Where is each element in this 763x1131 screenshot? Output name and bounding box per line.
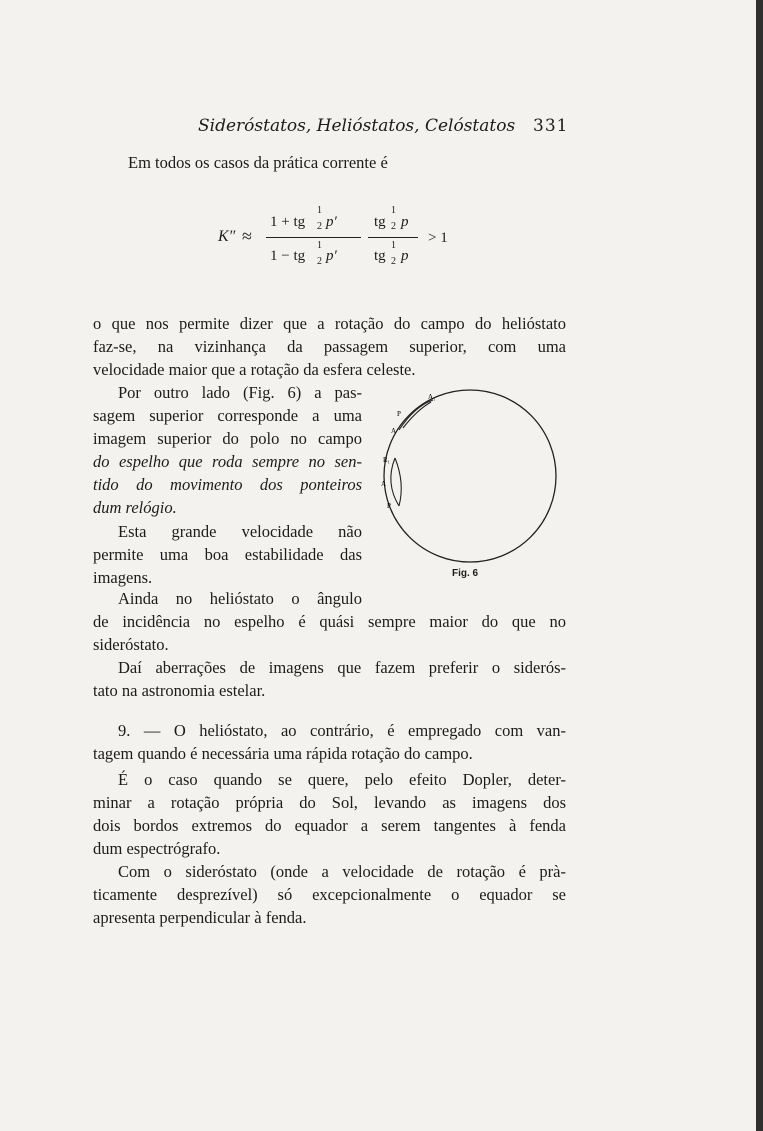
- paragraph-7-line-4: dum espectrógrafo.: [93, 839, 221, 858]
- label-p-top: P: [397, 410, 401, 418]
- figure-caption: Fig. 6: [452, 568, 479, 579]
- denominator-p-prime: p′: [326, 248, 337, 264]
- paragraph-2-line-2: sagem superior corresponde a uma: [93, 406, 362, 425]
- numerator-half-bottom: 2: [317, 221, 322, 232]
- fraction-bar-1: [266, 237, 361, 238]
- label-a-left: A: [391, 427, 397, 435]
- fraction-bar-2: [368, 237, 418, 238]
- numerator-half-top-2: 1: [391, 205, 396, 216]
- label-p-low: P: [387, 502, 391, 510]
- label-a-mid: A: [381, 480, 387, 488]
- paragraph-2-line-4: do espelho que roda sempre no sen-: [93, 452, 362, 471]
- numerator-p: p: [401, 214, 409, 230]
- paragraph-8-line-2: ticamente desprezível) só excepcionalmente o equador se: [93, 885, 566, 904]
- paragraph-4-line-2: de incidência no espelho é quási sempre maior do que no: [93, 612, 566, 631]
- running-title: Sideróstatos, Helióstatos, Celóstatos: [198, 116, 516, 136]
- paragraph-5-line-1: Daí aberrações de imagens que fazem preferir o siderós-: [118, 658, 566, 677]
- paragraph-3-line-2: permite uma boa estabilidade das: [93, 545, 362, 564]
- paragraph-4-line-1: Ainda no helióstato o ângulo: [118, 589, 362, 608]
- paragraph-7-line-3: dois bordos extremos do equador a serem tangentes à fenda: [93, 816, 566, 835]
- denominator-tg: tg: [374, 248, 386, 264]
- intro-line: Em todos os casos da prática corrente é: [128, 153, 388, 172]
- numerator-tg: tg: [374, 214, 386, 230]
- paragraph-2-line-3: imagem superior do polo no campo: [93, 429, 362, 448]
- numerator-one-tg: 1 + tg: [270, 214, 306, 230]
- paragraph-4-line-3: sideróstato.: [93, 635, 169, 654]
- denominator-half-bottom-2: 2: [391, 256, 396, 267]
- page-edge-shadow: [756, 0, 763, 1131]
- numerator-half-top: 1: [317, 205, 322, 216]
- paragraph-3-line-1: Esta grande velocidade não: [118, 522, 362, 541]
- formula-gt-one: > 1: [428, 230, 448, 246]
- paragraph-2-line-5: tido do movimento dos ponteiros: [93, 475, 362, 494]
- figure-6-diagram: [375, 388, 575, 588]
- paragraph-1-line-2: faz-se, na vizinhança da passagem superior, com uma: [93, 337, 566, 356]
- formula-lhs: K″: [218, 228, 236, 245]
- denominator-p: p: [401, 248, 409, 264]
- denominator-half-bottom: 2: [317, 256, 322, 267]
- paragraph-2-line-1: Por outro lado (Fig. 6) a pas-: [118, 383, 362, 402]
- formula-approx: ≈: [242, 226, 252, 246]
- paragraph-1-line-3: velocidade maior que a rotação da esfera celeste.: [93, 360, 416, 379]
- numerator-p-prime: p′: [326, 214, 337, 230]
- paragraph-2-line-6: dum relógio.: [93, 498, 177, 517]
- denominator-half-top: 1: [317, 240, 322, 251]
- paragraph-6-line-1: 9. — O helióstato, ao contrário, é empregado com van-: [118, 721, 566, 740]
- page-number: 331: [533, 116, 569, 136]
- upper-arc-inner: [403, 402, 431, 428]
- lower-arc-inner: [395, 458, 401, 506]
- numerator-half-bottom-2: 2: [391, 221, 396, 232]
- paragraph-7-line-1: É o caso quando se quere, pelo efeito Dopler, deter-: [118, 770, 566, 789]
- paragraph-5-line-2: tato na astronomia estelar.: [93, 681, 266, 700]
- paragraph-8-line-3: apresenta perpendicular à fenda.: [93, 908, 307, 927]
- formula: [218, 200, 458, 280]
- label-r1: R₁: [383, 456, 391, 464]
- paragraph-6-line-2: tagem quando é necessária uma rápida rotação do campo.: [93, 744, 473, 763]
- paragraph-1-line-1: o que nos permite dizer que a rotação do campo do helióstato: [93, 314, 566, 333]
- denominator-half-top-2: 1: [391, 240, 396, 251]
- label-a1: A₁: [428, 393, 436, 401]
- paragraph-3-line-3: imagens.: [93, 568, 153, 587]
- paragraph-7-line-2: minar a rotação própria do Sol, levando as imagens dos: [93, 793, 566, 812]
- paragraph-8-line-1: Com o sideróstato (onde a velocidade de rotação é prà-: [118, 862, 566, 881]
- denominator-one-tg: 1 − tg: [270, 248, 306, 264]
